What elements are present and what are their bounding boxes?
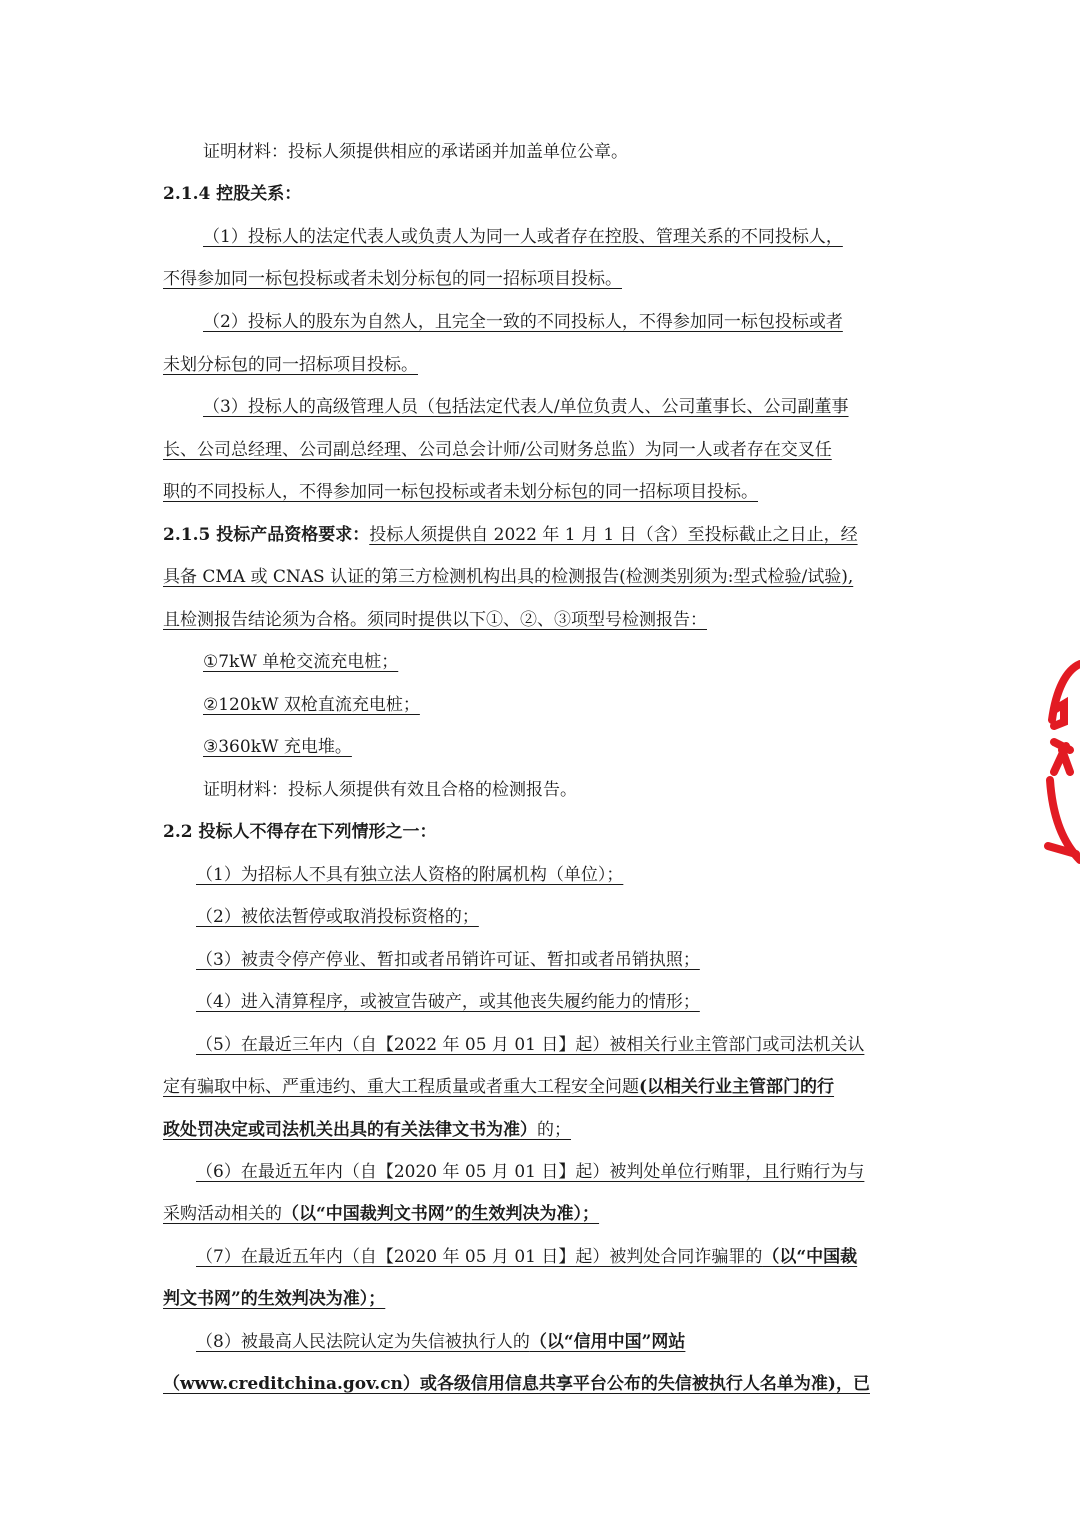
l25-text: （6）在最近五年内（自【2020 年 05 月 01 日】起）被判处单位行贿罪，且行贿行为与 <box>196 1162 865 1182</box>
l08-text: 长、公司总经理、公司副总经理、公司总会计师/公司财务总监）为同一人或者存在交叉任 <box>163 440 832 460</box>
l24-text: 政处罚决定或司法机关出具的有关法律文书为准）的； <box>163 1120 571 1140</box>
l18-text: （1）为招标人不具有独立法人资格的附属机构（单位）； <box>196 865 624 885</box>
l09-text: 职的不同投标人，不得参加同一标包投标或者未划分标包的同一招标项目投标。 <box>163 482 758 502</box>
l11-text: 具备 CMA 或 CNAS 认证的第三方检测机构出具的检测报告(检测类别须为:型式检验/试验), <box>163 567 854 587</box>
l05-text: （2）投标人的股东为自然人，且完全一致的不同投标人，不得参加同一标包投标或者 <box>203 312 843 332</box>
section-2-2-heading: 2.2 投标人不得存在下列情形之一： <box>163 822 437 842</box>
seal-graphic <box>1040 650 1080 880</box>
l16-text: 证明材料：投标人须提供有效且合格的检测报告。 <box>203 780 577 800</box>
l26-text: 采购活动相关的（以“中国裁判文书网”的生效判决为准）； <box>163 1204 600 1224</box>
l30-text: （www.creditchina.gov.cn）或各级信用信息共享平台公布的失信被执行人名单为准)，已 <box>163 1374 870 1394</box>
l21-text: （4）进入清算程序，或被宣告破产，或其他丧失履约能力的情形； <box>196 992 700 1012</box>
l04-text: 不得参加同一标包投标或者未划分标包的同一招标项目投标。 <box>163 269 622 289</box>
l12-text: 且检测报告结论须为合格。须同时提供以下①、②、③项型号检测报告： <box>163 610 707 630</box>
l27-text: （7）在最近五年内（自【2020 年 05 月 01 日】起）被判处合同诈骗罪的（以“中国裁 <box>196 1247 858 1267</box>
l07-text: （3）投标人的高级管理人员（包括法定代表人/单位负责人、公司董事长、公司副董事 <box>203 397 849 417</box>
official-seal-stamp <box>1040 650 1080 880</box>
l01-text: 证明材料：投标人须提供相应的承诺函并加盖单位公章。 <box>203 142 628 162</box>
l14-text: ②120kW 双枪直流充电桩； <box>203 695 420 715</box>
l13-text: ①7kW 单枪交流充电桩； <box>203 652 399 672</box>
l28-text: 判文书网”的生效判决为准）； <box>163 1289 386 1309</box>
l03-text: （1）投标人的法定代表人或负责人为同一人或者存在控股、管理关系的不同投标人， <box>203 227 843 247</box>
seal-glyph-cross <box>1054 746 1066 772</box>
l19-text: （2）被依法暂停或取消投标资格的； <box>196 907 479 927</box>
l06-text: 未划分标包的同一招标项目投标。 <box>163 355 418 375</box>
l29-text: （8）被最高人民法院认定为失信被执行人的（以“信用中国”网站 <box>196 1332 686 1352</box>
l15-text: ③360kW 充电堆。 <box>203 737 352 757</box>
section-2-1-4-heading: 2.1.4 控股关系： <box>163 184 302 204</box>
l20-text: （3）被责令停产停业、暂扣或者吊销许可证、暂扣或者吊销执照； <box>196 950 700 970</box>
l23-text: 定有骗取中标、严重违约、重大工程质量或者重大工程安全问题(以相关行业主管部门的行 <box>163 1077 835 1097</box>
l22-text: （5）在最近三年内（自【2022 年 05 月 01 日】起）被相关行业主管部门或司法机关认 <box>196 1035 865 1055</box>
section-2-1-5-heading: 2.1.5 投标产品资格要求：投标人须提供自 2022 年 1 月 1 日（含）至投标截止之日止，经 <box>163 525 858 545</box>
